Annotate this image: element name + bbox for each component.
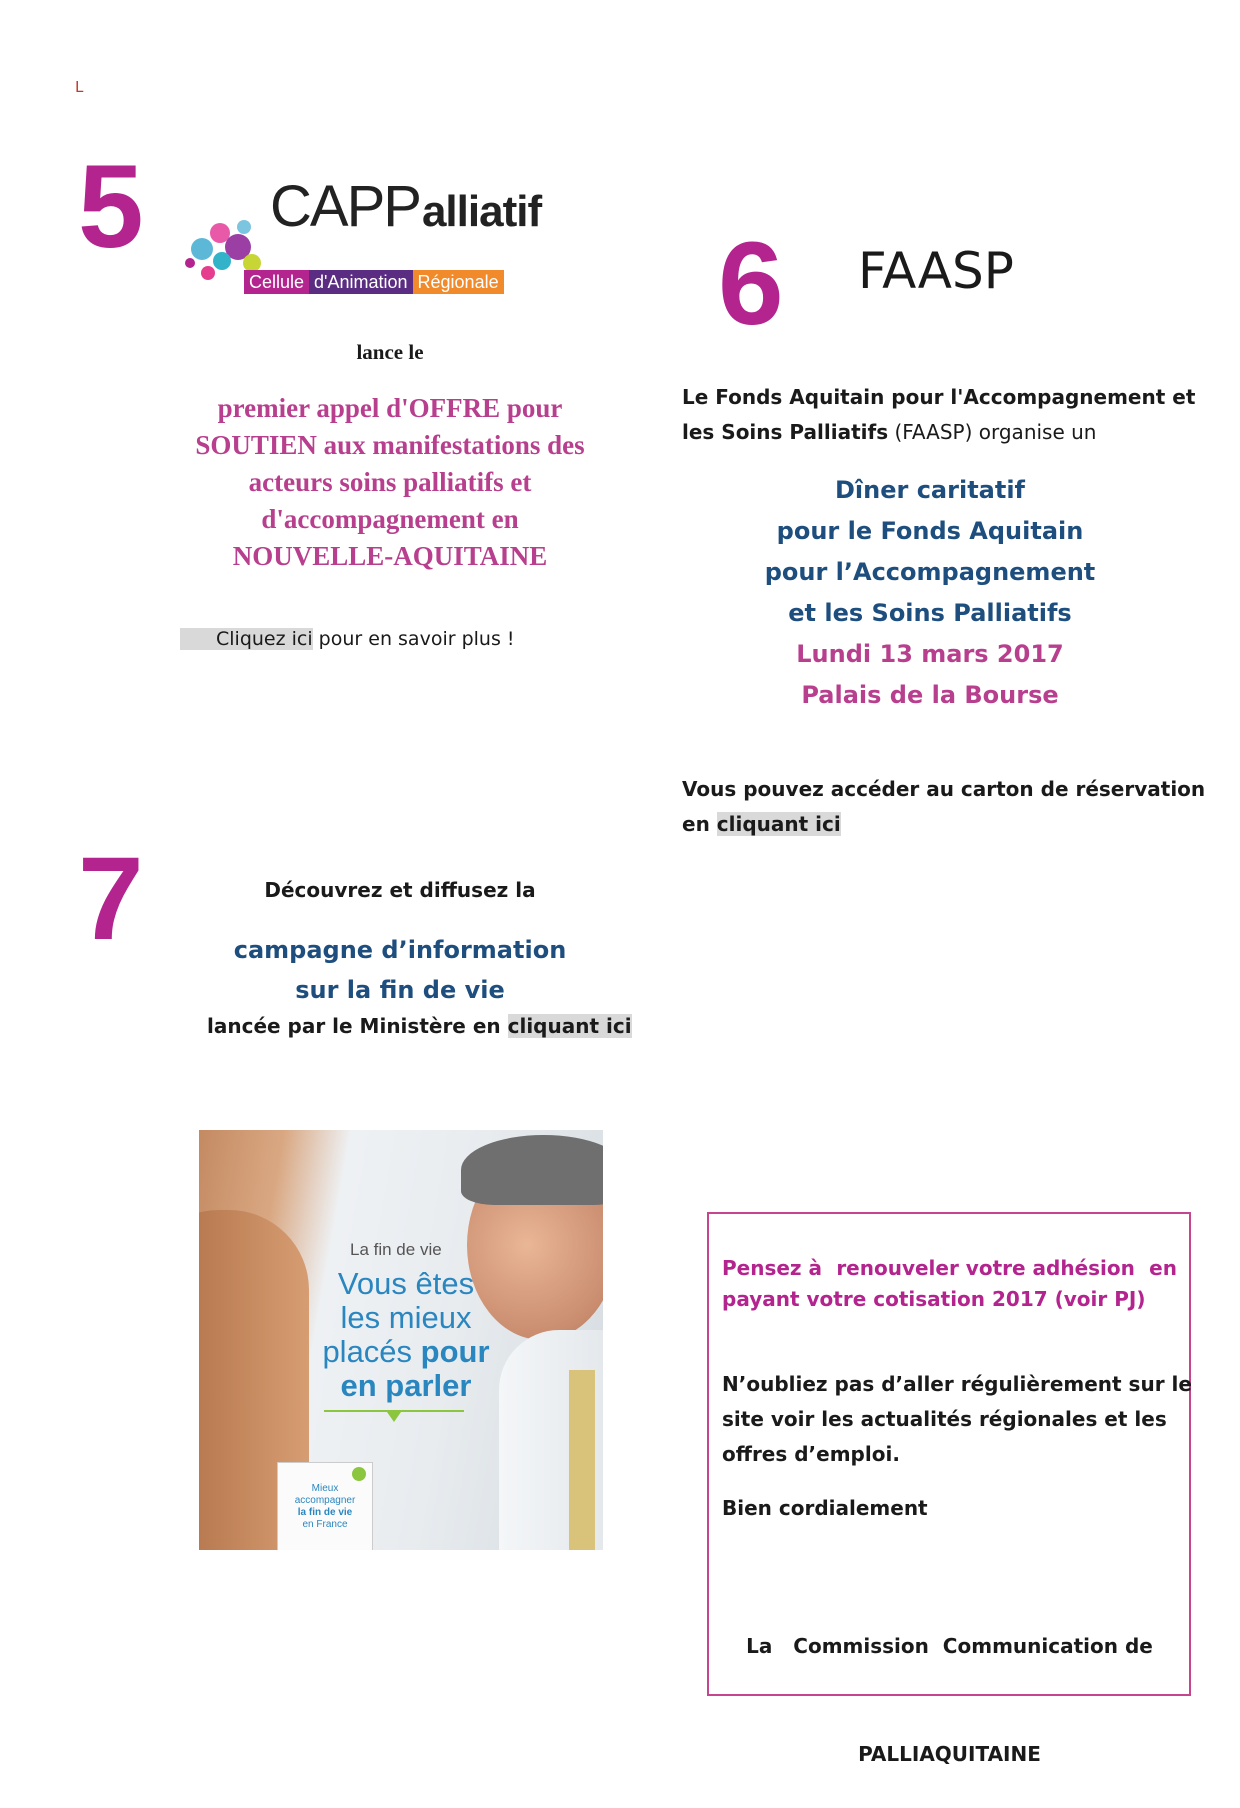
- logo-cap-text: CAP: [270, 174, 384, 239]
- corner-mark: L: [75, 78, 84, 96]
- renew-line-2: payant votre cotisation 2017 (voir PJ): [722, 1287, 1146, 1311]
- logo-band-cellule: Cellule: [244, 270, 309, 294]
- logo-alliatif-text: alliatif: [421, 187, 542, 236]
- poster-booklet: [277, 1462, 373, 1550]
- section-6-number: 6: [718, 218, 784, 350]
- logo-p-letter: P: [383, 174, 422, 239]
- reservation-link[interactable]: cliquant ici: [716, 812, 841, 836]
- access-line-1: Vous pouvez accéder au carton de réservation: [682, 777, 1206, 801]
- intro-line-2-rest: (FAASP) organise un: [888, 420, 1097, 444]
- event-details: [700, 470, 1160, 716]
- poster-doctor-hair: [461, 1135, 603, 1205]
- poster-headline-line: Vous êtes: [337, 1266, 475, 1301]
- event-line: Dîner caritatif: [835, 476, 1025, 504]
- poster-headline-pour: pour: [420, 1334, 490, 1369]
- reminder-line-3: offres d’emploi.: [722, 1442, 900, 1466]
- event-line: pour l’Accompagnement: [764, 558, 1096, 586]
- campaign-poster: [199, 1130, 603, 1550]
- poster-headline-line: [311, 1335, 501, 1369]
- section-7-number: 7: [78, 833, 144, 965]
- section-5-title-line: d'accompagnement en: [261, 504, 519, 534]
- booklet-line: en France: [302, 1519, 348, 1530]
- signature-line-1: La Commission Communication de: [746, 1634, 1153, 1658]
- section-5-number: 5: [78, 141, 144, 273]
- intro-line-2: [682, 415, 1195, 450]
- poster-headline-line: en parler: [340, 1368, 472, 1403]
- section-5-title-line: acteurs soins palliatifs et: [248, 467, 532, 497]
- section-6-heading: FAASP: [858, 242, 1014, 300]
- booklet-line: accompagner: [294, 1495, 356, 1506]
- section-6-intro: [682, 380, 1195, 450]
- cliquez-ici-link[interactable]: Cliquez ici: [180, 628, 313, 650]
- section-5-more-info: [180, 628, 515, 650]
- section-5-title-line: NOUVELLE-AQUITAINE: [232, 541, 548, 571]
- booklet-line: la fin de vie: [297, 1507, 353, 1518]
- reminder-line-2: site voir les actualités régionales et les: [722, 1407, 1167, 1431]
- event-venue: Palais de la Bourse: [801, 681, 1059, 709]
- reservation-access: [682, 772, 1205, 842]
- event-line: pour le Fonds Aquitain: [776, 517, 1084, 545]
- poster-headline-line: les mieux: [340, 1300, 472, 1335]
- launch-prefix: lancée par le Ministère en: [207, 1014, 508, 1038]
- signature-line-2: PALLIAQUITAINE: [858, 1742, 1041, 1766]
- section-7-launch: [207, 1014, 632, 1038]
- section-7-title-line-2: sur la fin de vie: [295, 976, 505, 1004]
- more-info-suffix: pour en savoir plus !: [312, 628, 515, 650]
- section-5-title: [150, 390, 630, 575]
- renew-membership: [722, 1253, 1177, 1315]
- logo-band: [244, 270, 504, 294]
- poster-speech-tail: [387, 1412, 401, 1422]
- signature: [722, 1556, 1177, 1808]
- intro-line-2-bold: les Soins Palliatifs: [682, 420, 889, 444]
- section-7-title-line-1: campagne d’information: [233, 936, 567, 964]
- event-date: Lundi 13 mars 2017: [796, 640, 1064, 668]
- access-line-2: [682, 807, 1205, 842]
- logo-band-regionale: Régionale: [413, 270, 504, 294]
- section-5-title-line: SOUTIEN aux manifestations des: [195, 430, 585, 460]
- site-reminder: [722, 1367, 1192, 1472]
- ministere-link[interactable]: cliquant ici: [507, 1014, 632, 1038]
- booklet-badge-icon: [352, 1467, 366, 1481]
- renew-en: en: [1149, 1256, 1177, 1280]
- renew-line-1: [722, 1253, 1177, 1284]
- poster-headline: [311, 1267, 501, 1403]
- poster-kicker: La fin de vie: [350, 1240, 442, 1259]
- closing-text: Bien cordialement: [722, 1496, 928, 1520]
- access-prefix: en: [682, 812, 717, 836]
- section-7-lead: Découvrez et diffusez la: [264, 878, 536, 902]
- renew-pensez: Pensez à: [722, 1256, 823, 1280]
- booklet-line: Mieux: [311, 1483, 339, 1494]
- section-5-title-line: premier appel d'OFFRE pour: [217, 393, 563, 423]
- reminder-line-1: N’oubliez pas d’aller régulièrement sur le: [722, 1372, 1192, 1396]
- renew-adhesion: renouveler votre adhésion: [836, 1256, 1135, 1280]
- poster-headline-placed: placés: [322, 1334, 421, 1369]
- cap-palliatif-logo: [182, 174, 552, 300]
- intro-line-1: Le Fonds Aquitain pour l'Accompagnement et: [682, 385, 1196, 409]
- poster-doctor-tie: [569, 1370, 595, 1550]
- logo-band-animation: d'Animation: [309, 270, 413, 294]
- section-7-title: [200, 930, 600, 1010]
- event-line: et les Soins Palliatifs: [788, 599, 1072, 627]
- section-5-lead: lance le: [356, 340, 424, 364]
